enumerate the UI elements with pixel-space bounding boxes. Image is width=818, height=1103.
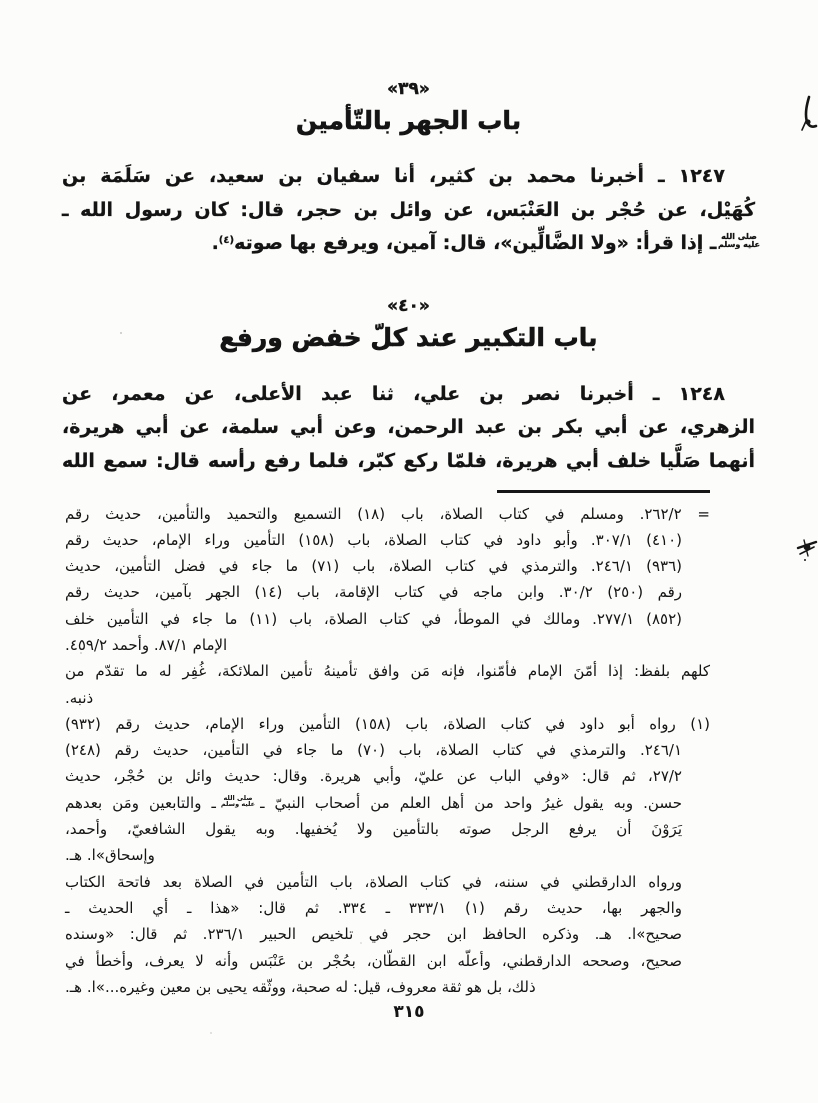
footnote-line: = ٢٦٢/٢. ومسلم في كتاب الصلاة، باب (١٨) التسميع والتحميد والتأمين، حديث رقم — [65, 504, 710, 523]
footnote-line: ٢٧/٢، ثم قال: «وفي الباب عن عليّ، وأبي هريرة. وقال: حديث وائل بن حُجْر، حديث — [65, 767, 682, 786]
chapter-40-title: باب التكبير عند كلّ خفض ورفع — [219, 322, 598, 352]
footnote-line: (٨٥٢) ٢٧٧/١. ومالك في الموطأ، في كتاب الصلاة، باب (١١) ما جاء في التأمين خلف — [65, 609, 682, 628]
footnote-line: (٩٣٦) ٢٤٦/١. والترمذي في كتاب الصلاة، باب (٧١) ما جاء في فضل التأمين، حديث — [65, 557, 682, 576]
footnote-line — [65, 790, 710, 816]
footnote-line: يَرَوْنَ أن يرفع الرجل صوته بالتأمين ولا يُخفيها. وبه يقول الشافعيّ، وأحمد، — [65, 820, 682, 839]
footnote-line: رقم (٢٥٠) ٣٠/٢. وابن ماجه في كتاب الإقامة، باب (١٤) الجهر بآمين، حديث رقم — [65, 583, 682, 602]
page-number: ٣١٥ — [393, 1002, 425, 1022]
footnote-shared-wording — [65, 658, 710, 711]
page-body — [0, 76, 818, 1000]
hadith-line: أنهما صَلَّيا خلف أبي هريرة، فلمّا ركع كبّر، فلما رفع رأسه قال: سمع الله — [62, 449, 755, 472]
footnote-line: ٢٤٦/١. والترمذي في كتاب الصلاة، باب (٧٠) ما جاء في التأمين، حديث رقم (٢٤٨) — [65, 741, 682, 760]
footnote-line: وإسحاق»ا. هـ. — [65, 846, 155, 865]
footnote-line: والجهر بها، حديث رقم (١) ٣٣٣/١ ـ ٣٣٤. ثم قال: «هذا ـ أي الحديث ـ — [65, 898, 682, 917]
footnotes-section — [65, 490, 710, 1000]
chapter-40-number: «٤٠» — [387, 295, 430, 316]
hadith-text: ـ إذا قرأ: «ولا الضَّالِّين»، قال: آمين، ويرفع بها صوته — [234, 232, 723, 254]
chapter-39-number: «٣٩» — [387, 79, 430, 99]
footnote-line: (١) رواه أبو داود في كتاب الصلاة، باب (١٥٨) التأمين وراء الإمام، حديث رقم (٩٣٢) — [65, 714, 710, 733]
hadith-line: ١٢٤٨ ـ أخبرنا نصر بن علي، ثنا عبد الأعلى، عن معمر، عن — [62, 382, 725, 405]
hadith-line: ١٢٤٧ ـ أخبرنا محمد بن كثير، أنا سفيان بن سعيد، عن سَلَمَة بن — [62, 165, 725, 187]
hadith-1247-paragraph — [62, 160, 760, 261]
footnote-line: صحيح، وصححه الدارقطني، وأعلّه ابن القطّان، بحُجْر بن عَنْبَس وأنه لا يعرف، وأخطأ في — [65, 951, 682, 970]
footnote-line: ذلك، بل هو ثقة معروف، قيل: له صحبة، ووثّقه يحيى بن معين وغيره...»ا. هـ. — [65, 977, 536, 996]
footnote-line: ورواه الدارقطني في سننه، في كتاب الصلاة، باب التأمين في الصلاة بعد فاتحة الكتاب — [65, 872, 682, 891]
footnote-line: (٤١٠) ٣٠٧/١. وأبو داود في كتاب الصلاة، باب (١٥٨) التأمين وراء الإمام، حديث رقم — [65, 530, 683, 549]
footnote-line: الإمام ٨٧/١. وأحمد ٤٥٩/٢. — [65, 635, 228, 654]
prophet-honorific-symbol: صلى الله عليه وسلم — [717, 232, 760, 249]
footnote-line: صحيح»ا. هـ. وذكره الحافظ ابن حجر في تلخيص الحبير ٢٣٦/١. ثم قال: «وسنده — [65, 925, 683, 944]
hadith-line: الزهري، عن أبي بكر بن عبد الرحمن، وعن أبي سلمة، عن أبي هريرة، — [62, 416, 755, 438]
footnote-separator-rule — [497, 490, 710, 493]
footnote-line: كلهم بلفظ: إذا أمّنَ الإمام فأمّنوا، فإنه مَن وافق تأمينهُ تأمين الملائكة، غُفِر له ما تقدّم من — [65, 662, 710, 681]
hadith-1248-paragraph — [62, 378, 755, 479]
footnote-text: حسن. وبه يقول غيرُ واحد من أهل العلم من أصحاب النبيّ ـ — [250, 793, 682, 812]
prophet-honorific-symbol: صلى الله عليه وسلم — [220, 794, 256, 809]
footnote-line: ذنبه. — [65, 688, 94, 707]
footnote-reference-marker: (٤) — [218, 235, 235, 246]
footnote-1-block — [65, 711, 710, 1000]
footnote-continuation-block — [65, 501, 710, 659]
hadith-line: كُهَيْل، عن حُجْر بن العَنْبَس، عن وائل بن حجر، قال: كان رسول الله ـ — [62, 198, 755, 221]
sentence-period: . — [211, 232, 219, 254]
footnote-text: ـ والتابعين ومَن بعدهم — [65, 793, 226, 812]
hadith-line — [62, 227, 760, 261]
chapter-39-title: باب الجهر بالتّأمين — [295, 106, 522, 135]
